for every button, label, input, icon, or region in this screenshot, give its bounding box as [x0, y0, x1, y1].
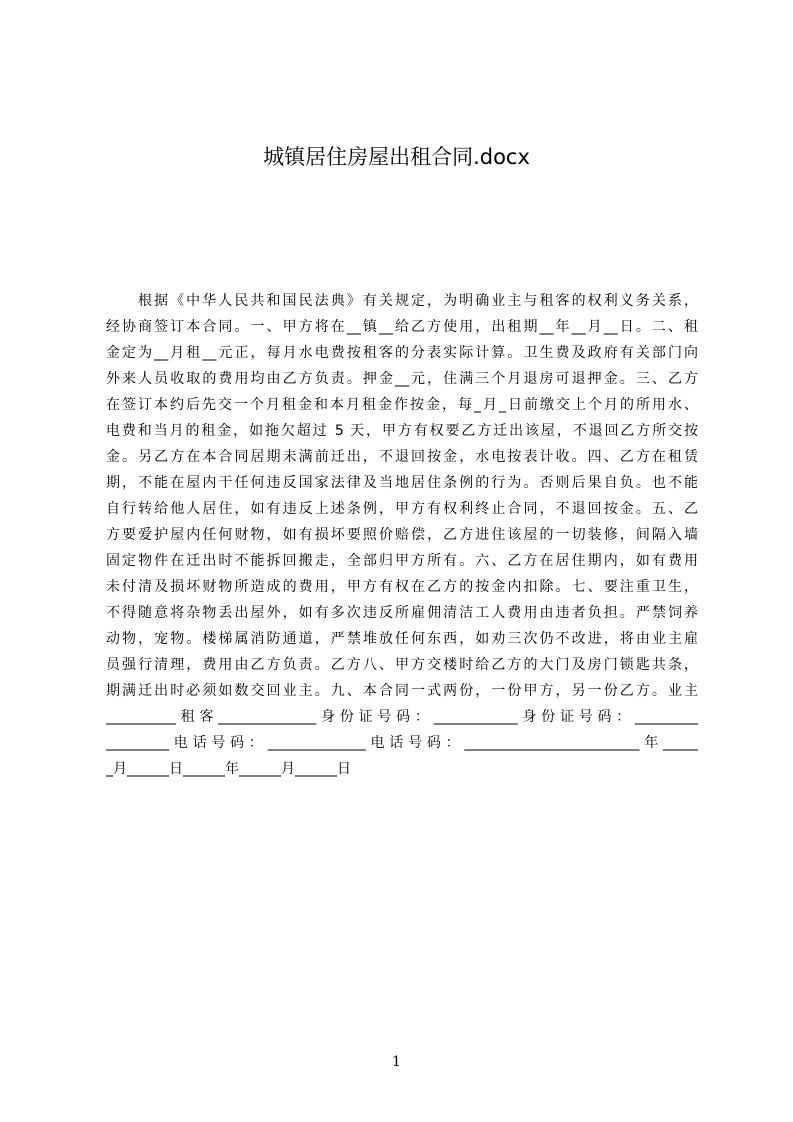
body-line: 金。另乙方在本合同居期未满前迁出，不退回按金，水电按表计收。四、乙方在租赁 [106, 449, 698, 465]
body-line: 员强行清理，费用由乙方负责。乙方八、甲方交楼时给乙方的大门及房门锁匙共条， [106, 657, 698, 673]
document-title: 城镇居住房屋出租合同.docx [263, 145, 530, 169]
contract-body [106, 288, 698, 782]
body-line: 期满迁出时必须如数交回业主。九、本合同一式两份，一份甲方，另一份乙方。业主 [106, 683, 698, 699]
body-line: 自行转给他人居住，如有违反上述条例，甲方有权利终止合同，不退回按金。五、乙 [106, 501, 698, 517]
body-line: 动物，宠物。楼梯属消防通道，严禁堆放任何东西，如劝三次仍不改进，将由业主雇 [106, 631, 698, 647]
signature-line: _________电话号码：______________电话号码：_________________________年_____ [106, 735, 698, 751]
body-line: 未付清及损坏财物所造成的费用，甲方有权在乙方的按金内扣除。七、要注重卫生， [106, 579, 698, 595]
signature-line: _月______日______年______月______日 [106, 761, 351, 777]
body-line: 电费和当月的租金，如拖欠超过 5 天，甲方有权要乙方迁出该屋，不退回乙方所交按 [106, 423, 698, 439]
body-line: 方要爱护屋内任何财物，如有损坏要照价赔偿，乙方进住该屋的一切装修，间隔入墙 [106, 527, 698, 543]
body-line: 根据《中华人民共和国民法典》有关规定，为明确业主与租客的权利义务关系， [138, 293, 698, 309]
body-line: 外来人员收取的费用均由乙方负责。押金__元，住满三个月退房可退押金。三、乙方 [106, 371, 698, 387]
signature-line: __________租客______________身份证号码：____________身份证号码：_________ [106, 709, 698, 725]
body-line: 期，不能在屋内干任何违反国家法律及当地居住条例的行为。否则后果自负。也不能 [106, 475, 698, 491]
body-line: 不得随意将杂物丢出屋外，如有多次违反所雇佣清洁工人费用由违者负担。严禁饲养 [106, 605, 698, 621]
body-line: 在签订本约后先交一个月租金和本月租金作按金，每_月_日前缴交上个月的所用水、 [106, 397, 698, 413]
body-line: 金定为__月租__元正，每月水电费按租客的分表实际计算。卫生费及政府有关部门向 [106, 345, 698, 361]
body-line: 经协商签订本合同。一、甲方将在__镇__给乙方使用，出租期__年__月__日。二、租 [106, 319, 698, 335]
page-number: 1 [392, 1054, 401, 1070]
body-line: 固定物件在迁出时不能拆回搬走，全部归甲方所有。六、乙方在居住期内，如有费用 [106, 553, 698, 569]
